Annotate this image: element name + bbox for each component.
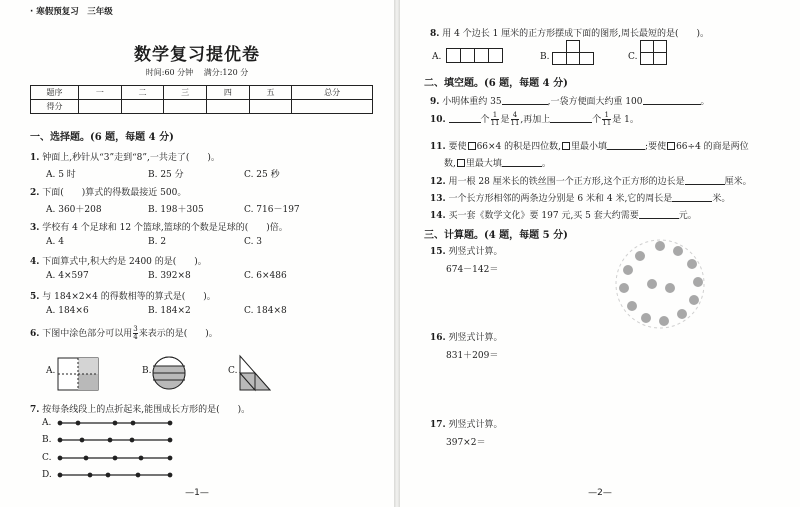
question-13	[430, 191, 730, 204]
answer-area[interactable]	[446, 364, 746, 414]
segment-dot	[113, 456, 117, 460]
segment-dot	[168, 438, 172, 442]
score-cell: 四	[207, 86, 250, 100]
digit-box	[562, 142, 570, 150]
question-text: 钟面上,秒针从“3”走到“8”,一共走了( )。	[42, 153, 220, 163]
page-number: —1—	[185, 488, 209, 498]
score-cell: 三	[164, 86, 207, 100]
question-text: 下面算式中,积大约是 2400 的是( )。	[42, 257, 207, 267]
question-text: 小明体重约 35	[442, 97, 502, 107]
answer-blank[interactable]	[449, 114, 481, 123]
answer-blank[interactable]	[550, 114, 592, 123]
calc-expression: 397×2＝	[446, 438, 486, 448]
score-table-header-row	[31, 86, 373, 100]
segment-dot	[106, 473, 110, 477]
section-title: 一、选择题。(6 题，每题 4 分)	[30, 132, 174, 143]
score-input-cell[interactable]	[292, 100, 373, 114]
question-number: 6.	[30, 329, 40, 339]
option-c[interactable]: C. 25 秒	[244, 170, 280, 180]
segment-dot	[131, 421, 135, 425]
question-10	[430, 112, 639, 127]
question-text: ,一袋方便面大约重 100	[547, 97, 643, 107]
digit-box	[457, 159, 465, 167]
option-b[interactable]: B. 198＋305	[148, 205, 204, 215]
question-7	[30, 402, 250, 415]
option-a[interactable]: A. 5 时	[46, 170, 76, 180]
question-number: 3.	[30, 223, 40, 233]
question-text: 用一根 28 厘米长的铁丝围一个正方形,这个正方形的边长是	[448, 177, 685, 187]
question-12	[430, 174, 752, 187]
answer-blank[interactable]	[607, 141, 645, 150]
segment-dot	[168, 421, 172, 425]
question-number: 1.	[30, 153, 40, 163]
option-c[interactable]: C.	[628, 52, 638, 62]
calc-expression: 674－142＝	[446, 265, 499, 275]
question-text: 厘米。	[724, 177, 752, 187]
answer-blank[interactable]	[639, 210, 679, 219]
answer-area[interactable]	[446, 278, 746, 328]
fraction-denominator: 4	[133, 333, 138, 341]
page-number: —2—	[588, 488, 612, 498]
fraction-numerator: 1	[604, 111, 609, 119]
answer-blank[interactable]	[672, 193, 712, 202]
answer-area[interactable]	[446, 450, 746, 484]
score-input-cell[interactable]	[249, 100, 292, 114]
option-b[interactable]: B. 184×2	[148, 306, 191, 316]
answer-blank[interactable]	[685, 176, 725, 185]
answer-blank[interactable]	[502, 158, 542, 167]
option-c[interactable]: C.	[42, 453, 52, 463]
segment-dot	[58, 473, 62, 477]
question-text: ,再加上	[520, 115, 551, 125]
fraction	[511, 112, 520, 127]
segment-dot	[76, 421, 80, 425]
fraction-numerator: 4	[512, 111, 518, 119]
option-b[interactable]: B. 2	[148, 237, 167, 247]
question-text: 下面( )算式的得数最接近 500。	[42, 188, 187, 198]
score-input-cell[interactable]	[79, 100, 122, 114]
answer-blank[interactable]	[643, 96, 701, 105]
question-number: 5.	[30, 292, 40, 302]
question-text: 学校有 4 个足球和 12 个篮球,篮球的个数是足球的( )倍。	[42, 223, 288, 233]
segment-dot	[168, 473, 172, 477]
question-14	[430, 208, 697, 221]
question-text: 里最小填	[571, 142, 608, 152]
question-17	[430, 417, 503, 430]
right-page	[400, 0, 800, 507]
question-text: 个	[592, 115, 602, 125]
question-8	[430, 26, 709, 39]
answer-blank[interactable]	[502, 96, 548, 105]
question-text: 一个长方形相邻的两条边分别是 6 米和 4 米,它的周长是	[448, 194, 673, 204]
option-c[interactable]: C. 716－197	[244, 205, 300, 215]
question-text: 里最大填	[465, 159, 502, 169]
question-4	[30, 254, 207, 267]
score-input-cell[interactable]	[207, 100, 250, 114]
digit-box	[667, 142, 675, 150]
option-b[interactable]: B. 392×8	[148, 271, 191, 281]
segment-dot	[58, 421, 62, 425]
question-number: 8.	[430, 29, 440, 39]
question-number: 10.	[430, 115, 446, 125]
option-c[interactable]: C.	[228, 366, 238, 376]
option-a[interactable]: A. 4×597	[46, 271, 89, 281]
question-text: 列竖式计算。	[448, 420, 503, 430]
figure-c-square	[640, 40, 668, 66]
section-title: 二、填空题。(6 题，每题 4 分)	[424, 78, 568, 89]
section-title: 三、计算题。(4 题，每题 5 分)	[424, 230, 568, 241]
segment-dot	[58, 438, 62, 442]
digit-box	[468, 142, 476, 150]
segment-dot	[130, 438, 134, 442]
option-a[interactable]: A.	[42, 418, 52, 428]
question-text: 买一套《数学文化》要 197 元,买 5 套大约需要	[448, 211, 639, 221]
fraction-denominator: 11	[510, 119, 520, 127]
figure-b-t-shape	[552, 40, 596, 66]
option-b[interactable]: B.	[142, 366, 152, 376]
question-text: 来表示的是( )。	[138, 329, 218, 339]
question-number: 17.	[430, 420, 446, 430]
fraction-denominator: 11	[602, 119, 612, 127]
score-table	[30, 85, 373, 114]
fraction-denominator: 11	[490, 119, 500, 127]
option-c[interactable]: C. 184×8	[244, 306, 287, 316]
fraction-numerator: 3	[133, 325, 138, 333]
question-text: 列竖式计算。	[448, 247, 503, 257]
question-3	[30, 220, 288, 233]
left-page	[0, 0, 394, 507]
question-text: 米。	[712, 194, 731, 204]
question-number: 13.	[430, 194, 446, 204]
option-a[interactable]: A. 184×6	[46, 306, 89, 316]
question-number: 14.	[430, 211, 446, 221]
fraction	[602, 112, 611, 127]
question-11	[430, 139, 749, 152]
score-cell: 得分	[31, 100, 79, 114]
question-text: 与 184×2×4 的得数相等的算式是( )。	[42, 292, 216, 302]
fraction	[133, 326, 137, 341]
score-cell: 题序	[31, 86, 79, 100]
option-b[interactable]: B.	[42, 435, 52, 445]
question-2	[30, 185, 186, 198]
question-number: 11.	[430, 142, 446, 152]
question-1	[30, 150, 220, 163]
segment-dot	[136, 473, 140, 477]
question-text: 66×4 的积是四位数,	[476, 142, 562, 152]
series-label: · 寒假预复习 三年级	[30, 7, 113, 17]
score-input-cell[interactable]	[121, 100, 164, 114]
question-number: 16.	[430, 333, 446, 343]
page-title: 数学复习提优卷	[134, 45, 260, 65]
option-a[interactable]: A. 360＋208	[46, 205, 102, 215]
question-text: 用 4 个边长 1 厘米的正方形摆成下面的图形,周长最短的是( )。	[442, 29, 710, 39]
question-text: ;要使	[645, 142, 667, 152]
option-a[interactable]: A. 4	[46, 237, 64, 247]
segment-dot	[168, 456, 172, 460]
option-a[interactable]: A.	[432, 52, 442, 62]
question-text: 数,	[444, 159, 456, 169]
question-text: 66÷4 的商是两位	[676, 142, 749, 152]
question-text: 元。	[678, 211, 697, 221]
question-11-line2	[444, 156, 551, 169]
question-9	[430, 94, 710, 107]
segment-dot	[80, 438, 84, 442]
score-cell: 总分	[292, 86, 373, 100]
score-table-row	[31, 100, 373, 114]
option-c[interactable]: C. 6×486	[244, 271, 287, 281]
exam-info: 时间:60 分钟 满分:120 分	[145, 68, 249, 77]
fraction	[491, 112, 500, 127]
option-a[interactable]: A.	[46, 366, 56, 376]
segment-dot	[58, 456, 62, 460]
figure-b-circle	[152, 356, 186, 390]
option-b[interactable]: B.	[540, 52, 550, 62]
calc-expression: 831＋209＝	[446, 351, 499, 361]
figure-c-triangle	[240, 356, 270, 390]
score-cell: 五	[249, 86, 292, 100]
question-number: 9.	[430, 97, 440, 107]
segment-dot	[88, 473, 92, 477]
option-c[interactable]: C. 3	[244, 237, 263, 247]
score-input-cell[interactable]	[164, 100, 207, 114]
segment-dot	[84, 456, 88, 460]
question-number: 4.	[30, 257, 40, 267]
question-number: 15.	[430, 247, 446, 257]
figure-a-rectangle	[58, 358, 98, 390]
question-number: 12.	[430, 177, 446, 187]
segment-lines	[60, 423, 172, 479]
figure-a-row-squares	[446, 48, 504, 63]
segment-dot	[139, 456, 143, 460]
option-d[interactable]: D.	[42, 470, 52, 480]
segment-dot	[108, 438, 112, 442]
segment-dot	[113, 421, 117, 425]
question-16	[430, 330, 503, 343]
option-b[interactable]: B. 25 分	[148, 170, 184, 180]
question-text: 按每条线段上的点折起来,能围成长方形的是( )。	[42, 405, 251, 415]
question-5	[30, 289, 216, 302]
question-text: 是	[500, 115, 510, 125]
fraction-numerator: 1	[492, 111, 498, 119]
question-6	[30, 326, 218, 341]
question-text: 是 1。	[612, 115, 639, 125]
question-text: 个	[480, 115, 490, 125]
question-number: 7.	[30, 405, 40, 415]
question-text: 要使	[448, 142, 467, 152]
question-text: 。	[541, 159, 551, 169]
question-text: 列竖式计算。	[448, 333, 503, 343]
question-text: 。	[700, 97, 710, 107]
question-number: 2.	[30, 188, 40, 198]
score-cell: 一	[79, 86, 122, 100]
question-15	[430, 244, 503, 257]
question-text: 下图中涂色部分可以用	[42, 329, 133, 339]
score-cell: 二	[121, 86, 164, 100]
